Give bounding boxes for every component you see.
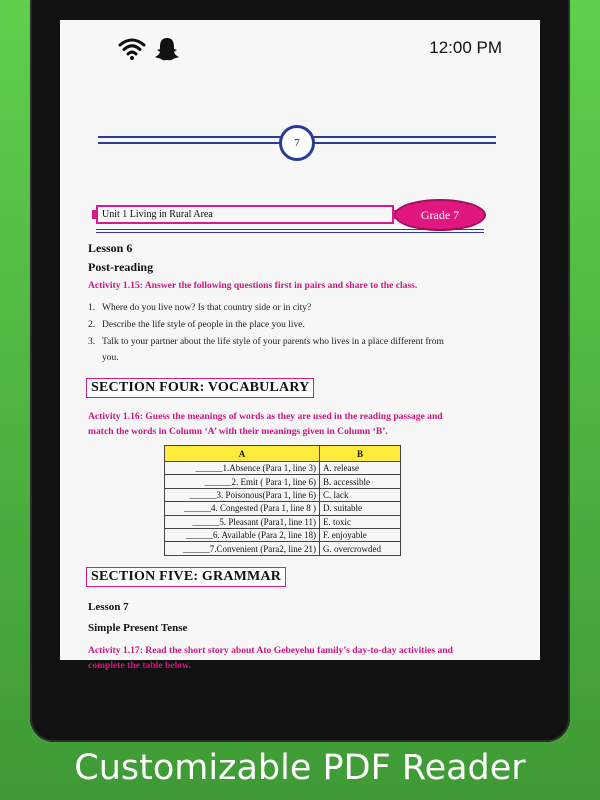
promo-caption: Customizable PDF Reader — [74, 748, 526, 788]
table-row — [165, 462, 401, 475]
wifi-icon — [118, 37, 146, 61]
activity-instruction: complete the table below. — [88, 660, 191, 671]
activity-instruction: match the words in Column ‘A’ with their meanings given in Column ‘B’. — [88, 426, 388, 437]
table-row — [165, 542, 401, 555]
column-b-header: B — [320, 446, 401, 462]
matching-table — [164, 445, 401, 556]
table-row — [165, 528, 401, 541]
question-continuation: you. — [102, 353, 119, 363]
table-cell: ______4. Congested (Para 1, line 8 ) — [165, 502, 320, 515]
table-row — [165, 502, 401, 515]
status-bar — [60, 20, 540, 76]
table-row — [165, 515, 401, 528]
lesson-heading: Lesson 7 — [88, 601, 129, 613]
table-cell: A. release — [320, 462, 401, 475]
table-row — [165, 475, 401, 488]
divider — [96, 229, 484, 230]
activity-instruction: Activity 1.17: Read the short story about Ato Gebeyehu family’s day-to-day activities and — [88, 645, 453, 656]
table-cell: ______5. Pleasant (Para1, line 11) — [165, 515, 320, 528]
activity-instruction: Activity 1.15: Answer the following questions first in pairs and share to the class. — [88, 280, 418, 291]
status-time: 12:00 PM — [429, 38, 502, 57]
page-number: 7 — [279, 125, 315, 161]
table-header-row — [165, 446, 401, 462]
column-a-header: A — [165, 446, 320, 462]
table-row — [165, 488, 401, 501]
table-cell: ______2. Emit ( Para 1, line 6) — [165, 475, 320, 488]
activity-instruction: Activity 1.16: Guess the meanings of words as they are used in the reading passage and — [88, 411, 443, 422]
table-cell: ______3. Poisonous(Para 1, line 6) — [165, 488, 320, 501]
grade-badge: Grade 7 — [394, 199, 486, 231]
section-heading: SECTION FOUR: VOCABULARY — [86, 378, 314, 398]
table-cell: C. lack — [320, 488, 401, 501]
table-cell: B. accessible — [320, 475, 401, 488]
table-cell: D. suitable — [320, 502, 401, 515]
question-item: 1. Where do you live now? Is that country side or in city? — [88, 303, 312, 313]
ghost-icon — [154, 36, 180, 62]
unit-title: Unit 1 Living in Rural Area — [96, 205, 394, 224]
divider — [96, 232, 484, 233]
table-cell: E. toxic — [320, 515, 401, 528]
subheading: Post-reading — [88, 260, 154, 274]
table-cell: ______7.Convenient (Para2, line 21) — [165, 542, 320, 555]
question-item: 2. Describe the life style of people in the place you live. — [88, 320, 305, 330]
table-cell: ______1.Absence (Para 1, line 3) — [165, 462, 320, 475]
reader-screen — [60, 20, 540, 671]
table-cell: ______6. Available (Para 2, line 18) — [165, 528, 320, 541]
subheading: Simple Present Tense — [88, 622, 188, 634]
section-heading: SECTION FIVE: GRAMMAR — [86, 567, 286, 587]
pdf-page[interactable] — [60, 76, 540, 671]
table-cell: G. overcrowded — [320, 542, 401, 555]
lesson-heading: Lesson 6 — [88, 241, 133, 255]
table-cell: F. enjoyable — [320, 528, 401, 541]
question-item: 3. Talk to your partner about the life style of your parents who lives in a place different from — [88, 337, 444, 347]
